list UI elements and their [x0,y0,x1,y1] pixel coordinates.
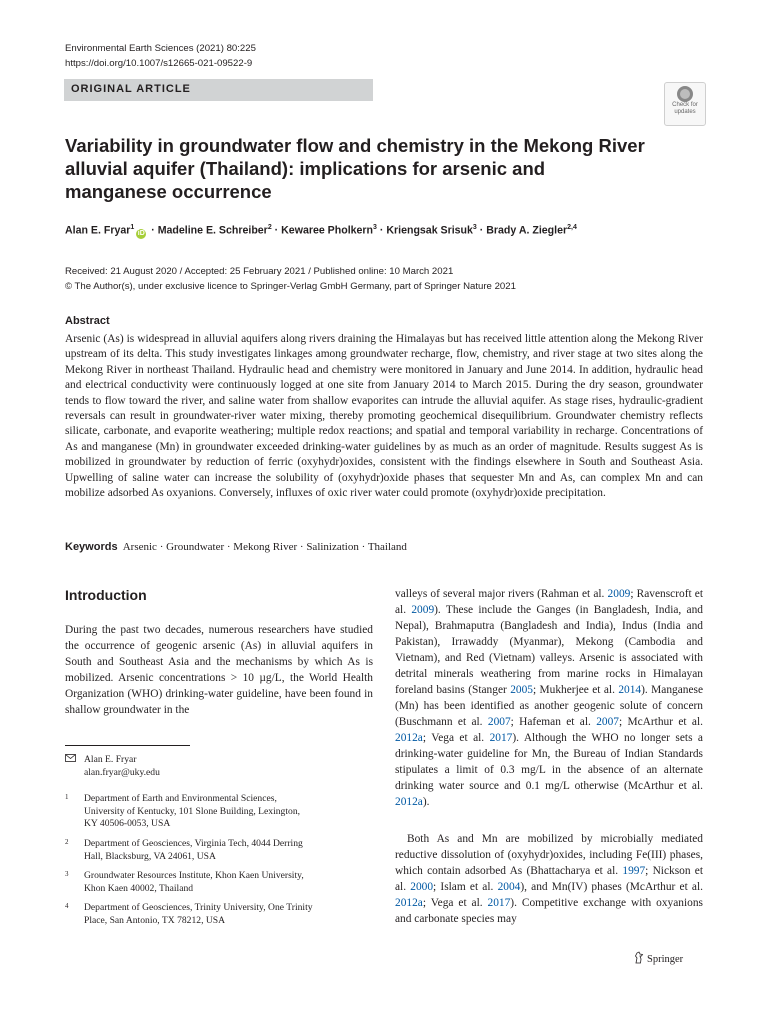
article-title: Variability in groundwater flow and chemistry in the Mekong River alluvial aquifer (Thailand): implications for arsenic and manganese occurrence [65,135,645,202]
check-updates-line2: updates [674,109,696,115]
check-for-updates-button[interactable] [664,82,706,126]
introduction-heading: Introduction [65,587,147,603]
corresponding-email[interactable]: alan.fryar@uky.edu [84,766,160,778]
doi-link[interactable]: https://doi.org/10.1007/s12665-021-09522-9 [65,58,253,69]
envelope-icon [65,754,76,767]
publication-history [65,264,516,294]
text-run: ). Competitive exchange with oxyanions and carbonate species may [395,897,703,925]
keywords-text: Arsenic · Groundwater · Mekong River · Salinization · Thailand [122,541,407,553]
publisher-logo [634,951,683,965]
text-run: ). Although the WHO no longer sets a drinking-water guideline for Mn, the Bureau of Indian Standards stipulates a limit of 0.3 mg/L in the absence of an alternate drinking water source and 0.1 mg/L otherwise (McArthur et al. [395,732,703,792]
citation-link[interactable]: 2007 [487,716,511,728]
affiliation-number: 2 [65,838,69,846]
text-run: ). Manganese (Mn) has been identified as another geogenic solute of concern (Buschmann et al. [395,684,704,728]
intro-paragraph-right-2 [395,831,703,927]
citation-link[interactable]: 2004 [497,881,521,893]
text-run: ), and Mn(IV) phases (McArthur et al. [520,881,703,893]
affiliation-line: University of Kentucky, 101 Slone Building, Lexington, [84,805,301,817]
publisher-name: Springer [647,954,684,965]
affiliation-number: 3 [65,870,69,878]
article-type-badge [64,79,373,101]
citation-link[interactable]: 2009 [411,604,435,616]
citation-link[interactable]: 2000 [410,881,434,893]
author-affiliation-sup: 3 [472,224,477,231]
text-run: ). [422,796,430,808]
abstract-text: Arsenic (As) is widespread in alluvial aquifers along rivers draining the Himalayas but has received little attention along the Mekong River upstream of its delta. This study investigates linkages among groundwater recharge, flow, chemistry, and river stage at two sites along the Mekong River in northeast Thailand. Hydraulic head and chemistry were monitored in January and June 2014. In addition, hydraulic head and electrical conductivity were continuously logged at one site from January 2014 to March 2015. During the dry season, groundwater tends to flow toward the river, and saline water from shallow evaporites can intrude the alluvial aquifer. As stage rises, hydraulic-gradient reversals can result in groundwater-river water mixing, thereby promoting geochemical disequilibrium. Groundwater chemistry reflects silicate, carbonate, and evaporite weathering; multiple redox reactions; and spatial and temporal variability in recharge. Concentrations of As and manganese (Mn) in groundwater exceeded drinking-water guidelines by as much as an order of magnitude. Results suggest As is mobilized in groundwater by reduction of ferric (oxyhydr)oxides, consistent with the findings elsewhere in South and Southeast Asia. Upwelling of saline water can increase the solubility of (oxyhydr)oxide phases that sequester Mn and As, can complex Mn and can mobilize adsorbed As oxyanions. Conversely, influxes of oxic river water could promote (oxyhydr)oxide precipitation. [65,333,703,500]
intro-paragraph-left: During the past two decades, numerous researchers have studied the occurrence of geogenic arsenic (As) in alluvial aquifers in South and Southeast Asia and the mechanisms by which As is mobilized. Arsenic concentrations > 10 µg/L, the World Health Organization (WHO) drinking-water guideline, have been found in shallow groundwater in the [65,624,373,716]
orcid-icon[interactable]: iD [137,229,145,237]
copyright-notice: © The Author(s), under exclusive licence to Springer-Verlag GmbH Germany, part of Springer Nature 2021 [65,281,516,292]
text-run: ; McArthur et al. [618,716,703,728]
citation-link[interactable]: 2009 [607,588,631,600]
intro-paragraph-right-1 [395,586,703,810]
text-run: ; Nickson et al. [395,865,703,893]
author-affiliation-sup: 2,4 [567,224,577,231]
affiliation-number: 1 [65,793,69,801]
text-run: ; Islam et al. [433,881,498,893]
citation-link[interactable]: 2012a [395,732,423,744]
affiliation-line: Groundwater Resources Institute, Khon Kaen University, [84,870,304,881]
affiliation-line: Hall, Blacksburg, VA 24061, USA [84,850,216,862]
abstract-heading: Abstract [65,315,110,327]
footnote-divider [65,745,190,746]
citation-link[interactable]: 2012a [395,796,423,808]
author-affiliation-sup: 2 [267,224,272,231]
date-history: Received: 21 August 2020 / Accepted: 25 February 2021 / Published online: 10 March 2021 [65,266,454,277]
article-type-label: ORIGINAL ARTICLE [71,83,191,95]
affiliation-number: 4 [65,902,69,910]
citation-link[interactable]: 2012a [395,897,423,909]
author-list [65,224,577,239]
author-name[interactable]: Madeline E. Schreiber [157,224,268,237]
journal-header [65,41,256,71]
author-separator: · [274,224,279,237]
springer-horse-icon [634,951,644,964]
text-run: ; Mukherjee et al. [532,684,619,696]
author-name[interactable]: Kriengsak Srisuk [386,224,473,237]
affiliation-line: Khon Kaen 40002, Thailand [84,882,194,894]
text-run: valleys of several major rivers (Rahman et al. [395,588,608,600]
author-separator: · [151,224,155,237]
journal-citation: Environmental Earth Sciences (2021) 80:225 [65,43,256,54]
affiliation-line: Place, San Antonio, TX 78212, USA [84,914,226,926]
affiliation-line: Department of Geosciences, Virginia Tech, 4044 Derring [84,838,303,849]
keywords-label: Keywords [65,541,118,553]
check-updates-line1: Check for [672,102,698,108]
text-run: ). These include the Ganges (in Bangladesh, India, and Nepal), Brahmaputra (Bangladesh and India), Indus (India and Pakistan), Irrawaddy (Myanmar), Mekong (Cambodia and Vietnam), and Red (Vietnam) valleys. Arsenic is associated with detrital minerals weathering from marine rocks in Himalayan foreland basins (Stanger [395,604,703,696]
author-name[interactable]: Kewaree Pholkern [281,224,374,237]
text-run: ; Vega et al. [422,732,490,744]
citation-link[interactable]: 1997 [622,865,646,877]
text-run: ; Vega et al. [422,897,488,909]
check-updates-icon [677,86,693,102]
affiliation-line: Department of Geosciences, Trinity University, One Trinity [84,902,313,913]
corresponding-author: Alan E. Fryar [84,754,137,765]
affiliation-line: KY 40506-0053, USA [84,818,171,829]
citation-link[interactable]: 2017 [489,732,513,744]
citation-link[interactable]: 2017 [487,897,511,909]
citation-link[interactable]: 2005 [510,684,533,696]
citation-link[interactable]: 2014 [618,684,642,696]
author-name[interactable]: Brady A. Ziegler [486,224,568,237]
author-affiliation-sup: 3 [373,224,377,231]
author-separator: · [479,224,484,237]
text-run: Both As and Mn are mobilized by microbially mediated reductive dissolution of (oxyhydr)oxides, including Fe(III) phases, which contain adsorbed As (Bhattacharya et al. [395,833,703,877]
affiliation-line: Department of Earth and Environmental Sciences, [84,793,277,804]
author-name[interactable]: Alan E. Fryar [65,224,131,237]
keywords-line [65,541,407,553]
citation-link[interactable]: 2007 [596,716,619,728]
text-run: ; Hafeman et al. [510,716,597,728]
text-run: ; Ravenscroft et al. [395,588,703,616]
author-separator: · [379,224,384,237]
author-affiliation-sup: 1 [130,224,135,231]
